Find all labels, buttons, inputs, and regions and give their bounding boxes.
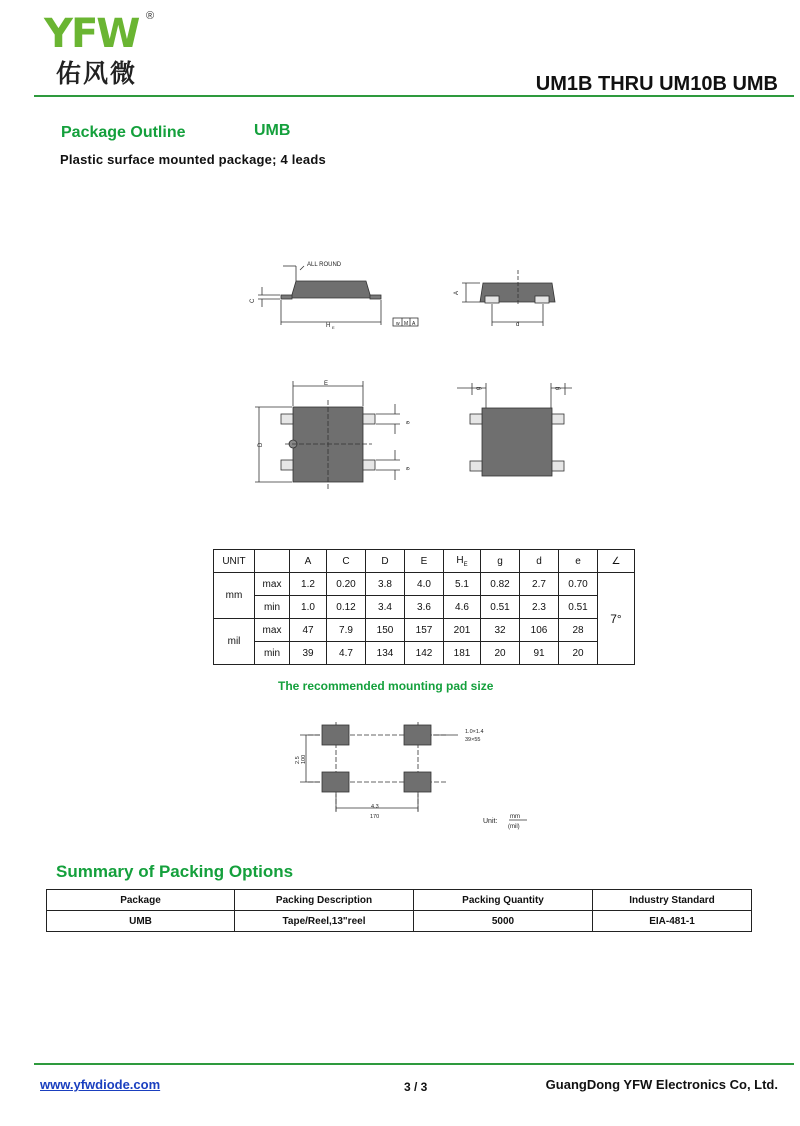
dim-e-small-label-1: e <box>404 421 410 425</box>
bottom-view-pad-1 <box>470 414 482 424</box>
package-outline-heading: Package Outline <box>61 124 186 141</box>
dim-col-e-small: e <box>559 550 598 573</box>
mount-pad-2 <box>404 725 431 745</box>
table-row <box>214 573 635 596</box>
dim-cell: 28 <box>559 619 598 642</box>
company-name: GuangDong YFW Electronics Co, Ltd. <box>545 1077 778 1092</box>
dim-cell: 0.20 <box>327 573 366 596</box>
dim-he-label: H <box>326 323 331 329</box>
unit-mm-label: mm <box>510 814 520 820</box>
dim-cell: 47 <box>290 619 327 642</box>
dim-col-d: D <box>366 550 405 573</box>
end-view-lead-left <box>485 296 499 303</box>
dim-cell: 3.6 <box>405 596 444 619</box>
dim-cell: 4.6 <box>444 596 481 619</box>
dim-d-small-label: d <box>516 322 520 328</box>
dim-cell: 106 <box>520 619 559 642</box>
mounting-pad-heading: The recommended mounting pad size <box>278 679 494 693</box>
tol-w-label: w <box>396 321 400 327</box>
top-view-lead-2 <box>281 460 293 470</box>
dim-col-g: g <box>481 550 520 573</box>
tol-a-label: A <box>412 321 416 327</box>
dim-cell: 1.0 <box>290 596 327 619</box>
dim-limit: min <box>255 596 290 619</box>
dim-cell: 3.8 <box>366 573 405 596</box>
dim-limit: max <box>255 573 290 596</box>
packing-table <box>46 889 752 932</box>
table-row <box>214 596 635 619</box>
dim-cell: 2.7 <box>520 573 559 596</box>
dim-cell: 134 <box>366 642 405 665</box>
dim-g-label-1: g <box>476 386 482 390</box>
table-row <box>47 911 752 932</box>
dim-cell: 91 <box>520 642 559 665</box>
pad-size-mm-label: 1.0×1.4 <box>465 729 484 735</box>
unit-label: Unit: <box>483 818 498 825</box>
mount-pad-4 <box>404 772 431 792</box>
registered-mark: ® <box>146 10 155 22</box>
dim-g-label-2: g <box>555 386 561 390</box>
dim-unit-header: UNIT <box>214 550 255 573</box>
dim-cell: 157 <box>405 619 444 642</box>
bottom-view-pad-3 <box>552 414 564 424</box>
dim-e-small-label-2: e <box>404 467 410 471</box>
side-view-lead-left <box>281 295 292 299</box>
top-view-lead-3 <box>363 414 375 424</box>
dim-cell: 5.1 <box>444 573 481 596</box>
dim-col-a: A <box>290 550 327 573</box>
horizontal-mm-label: 4.3 <box>371 804 379 810</box>
packing-cell-package: UMB <box>47 911 235 932</box>
dim-col-d-small: d <box>520 550 559 573</box>
dim-col-angle: ∠ <box>598 550 635 573</box>
dim-cell: 4.0 <box>405 573 444 596</box>
end-view-lead-right <box>535 296 549 303</box>
dim-he-sub-label: E <box>332 325 335 330</box>
dim-cell: 0.70 <box>559 573 598 596</box>
dim-unit-mm: mm <box>214 573 255 619</box>
packing-col-standard: Industry Standard <box>593 890 752 911</box>
dim-cell: 201 <box>444 619 481 642</box>
dim-cell: 0.51 <box>481 596 520 619</box>
dim-cell: 7.9 <box>327 619 366 642</box>
logo-letters: YFW <box>44 11 139 57</box>
all-round-label: ALL ROUND <box>307 262 342 268</box>
package-name: UMB <box>254 122 291 139</box>
packing-cell-standard: EIA-481-1 <box>593 911 752 932</box>
dim-col-e: E <box>405 550 444 573</box>
dim-cell: 2.3 <box>520 596 559 619</box>
dim-cell: 20 <box>559 642 598 665</box>
page-number: 3 / 3 <box>404 1080 428 1094</box>
packing-col-description: Packing Description <box>235 890 414 911</box>
tol-m-label: M <box>404 321 409 327</box>
dim-cell: 181 <box>444 642 481 665</box>
unit-mil-label: (mil) <box>508 824 520 830</box>
horizontal-mil-label: 170 <box>370 814 380 820</box>
dim-col-c: C <box>327 550 366 573</box>
document-title: UM1B THRU UM10B UMB <box>535 73 778 95</box>
pad-size-mil-label: 39×55 <box>465 737 481 743</box>
dim-cell: 1.2 <box>290 573 327 596</box>
mount-pad-3 <box>322 772 349 792</box>
dim-e-upper-label: E <box>324 381 329 387</box>
dim-c-label: C <box>250 298 256 303</box>
table-row <box>214 642 635 665</box>
packing-col-quantity: Packing Quantity <box>414 890 593 911</box>
vertical-mm-label: 2.5 <box>295 756 301 764</box>
dim-cell: 4.7 <box>327 642 366 665</box>
logo-chinese-name: 佑风微 <box>56 59 138 88</box>
mount-pad-1 <box>322 725 349 745</box>
dim-cell: 0.82 <box>481 573 520 596</box>
dim-limit: min <box>255 642 290 665</box>
packing-cell-description: Tape/Reel,13"reel <box>235 911 414 932</box>
dim-limit-header <box>255 550 290 573</box>
dim-cell: 150 <box>366 619 405 642</box>
packing-heading: Summary of Packing Options <box>56 862 294 881</box>
website-link[interactable]: www.yfwdiode.com <box>40 1077 161 1092</box>
dim-cell: 3.4 <box>366 596 405 619</box>
table-row <box>214 619 635 642</box>
dim-cell: 0.51 <box>559 596 598 619</box>
side-view-lead-right <box>370 295 381 299</box>
packing-col-package: Package <box>47 890 235 911</box>
packing-header-row <box>47 890 752 911</box>
side-view-body <box>291 281 371 298</box>
package-description: Plastic surface mounted package; 4 leads <box>60 152 326 167</box>
dim-cell: 142 <box>405 642 444 665</box>
top-view-lead-1 <box>281 414 293 424</box>
dim-cell: 32 <box>481 619 520 642</box>
dim-a-label: A <box>454 290 460 295</box>
bottom-view-pad-2 <box>470 461 482 471</box>
dimensions-table <box>213 549 635 665</box>
dim-angle-value: 7° <box>598 573 635 665</box>
packing-cell-quantity: 5000 <box>414 911 593 932</box>
dim-table-header-row <box>214 550 635 573</box>
dim-col-he <box>444 550 481 573</box>
dim-unit-mil: mil <box>214 619 255 665</box>
bottom-view-pad-4 <box>552 461 564 471</box>
footer-divider <box>34 1063 794 1065</box>
bottom-view-body <box>482 408 552 476</box>
dim-cell: 0.12 <box>327 596 366 619</box>
dim-col-he-sub: E <box>463 561 468 568</box>
dim-d-upper-label: D <box>258 442 264 447</box>
dim-cell: 39 <box>290 642 327 665</box>
top-view-lead-4 <box>363 460 375 470</box>
dim-limit: max <box>255 619 290 642</box>
vertical-mil-label: 100 <box>301 754 307 764</box>
dim-cell: 20 <box>481 642 520 665</box>
dim-col-he-text: H <box>456 554 464 566</box>
